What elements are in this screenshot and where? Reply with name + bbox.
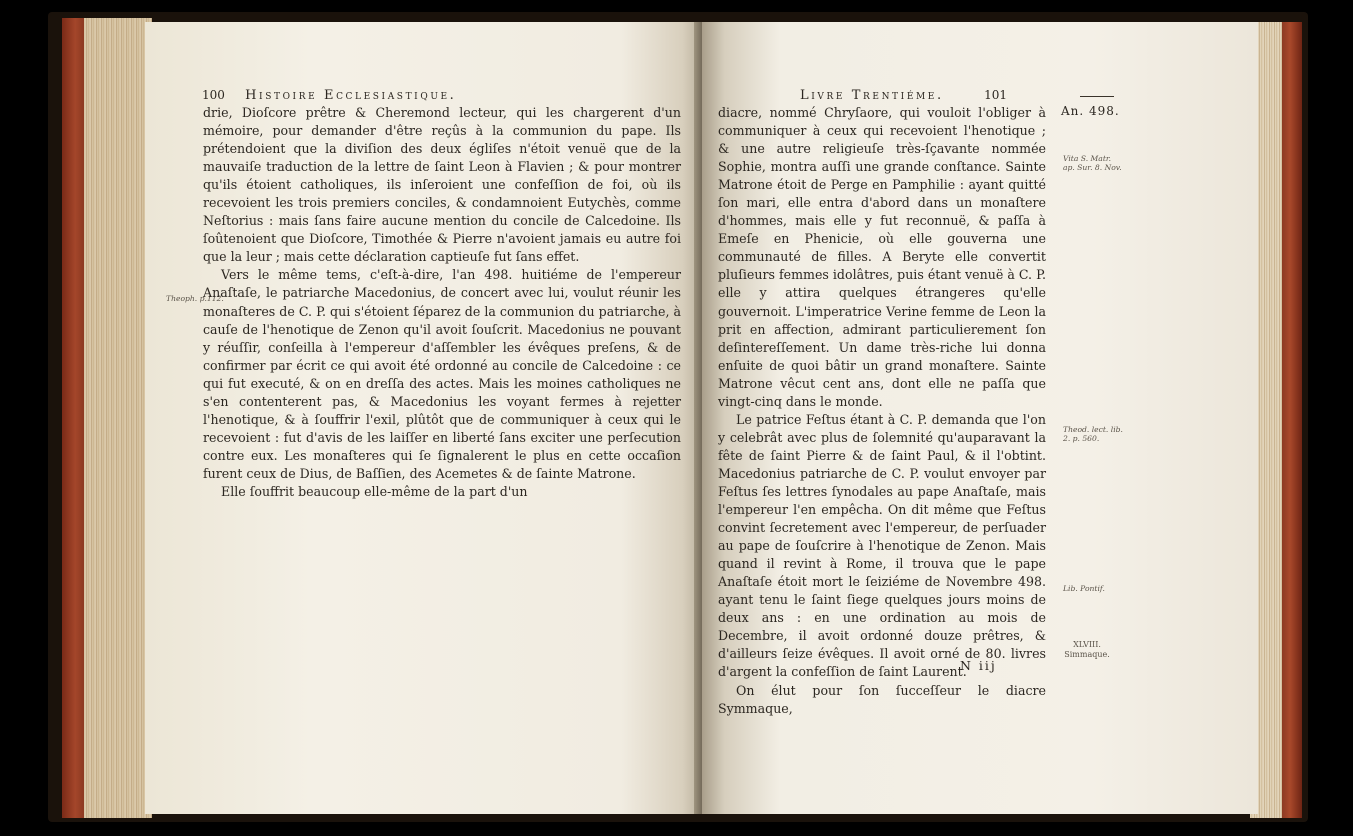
- right-page-number: 101: [984, 88, 1008, 102]
- left-running-title: Histoire Ecclesiastique.: [245, 88, 457, 103]
- left-page-edges: [62, 18, 152, 818]
- left-page-header: [202, 88, 456, 103]
- year-rule: [1080, 96, 1114, 97]
- right-margin-note-2: Theod. lect. lib. 2. p. 560.: [1063, 425, 1123, 443]
- right-paragraph-2: Le patrice Feſtus étant à C. P. demanda que l'on y celebrât avec plus de ſolemnité qu'auparavant la fête de ſaint Pierre & de ſaint Paul, & il l'obtint. Macedonius patriarche de C. P. voulut envoyer par Feſtus ſes lettres ſynodales au pape Anaſtaſe, mais l'empereur l'en empêcha. On dit même que Feſtus convint ſecretement avec l'empereur, de perſuader au pape de ſouſcrire à l'henotique de Zenon. Mais quand il revint à Rome, il trouva que le pape Anaſtaſe étoit mort le ſeiziéme de Novembre 498. ayant tenu le ſaint ſiege quelques jours moins de deux ans : en une ordination au mois de Decembre, il avoit ordonné douze prêtres, & d'ailleurs ſeize évêques. Il avoit orné de 80. livres d'argent la confeſſion de ſaint Laurent.: [718, 411, 1046, 680]
- left-paragraph-3: Elle ſouffrit beaucoup elle-même de la part d'un: [221, 483, 528, 499]
- left-paragraph-2: Vers le même tems, c'eſt-à-dire, l'an 498. huitiéme de l'empereur Anaſtaſe, le patriarche Macedonius, de concert avec lui, voulut réunir les monaſteres de C. P. qui s'étoient ſéparez de la communion du patriarche, à cauſe de l'henotique de Zenon qu'il avoit ſouſcrit. Macedonius ne pouvant y réuſſir, conſeilla à l'empereur d'aſſembler les évêques preſens, & de confirmer par écrit ce qui avoit été ordonné au concile de Calcedoine : ce qui fut executé, & on en dreſſa des actes. Mais les moines catholiques ne s'en contenterent pas, & Macedonius les voyant fermes à rejetter l'henotique, & à ſouffrir l'exil, plûtôt que de communiquer à ceux qui le recevoient : fut d'avis de les laiſſer en liberté ſans exciter une perſecution contre eux. Les monaſteres qui ſe ſignalerent le plus en cette occaſion furent ceux de Dius, de Baſſien, des Acemetes & de ſainte Matrone.: [203, 267, 681, 481]
- left-margin-note: Theoph. p.112.: [166, 294, 224, 303]
- right-margin-note-3: Lib. Pontif.: [1063, 584, 1105, 593]
- left-page-number: 100: [202, 88, 225, 102]
- right-page-body: [718, 104, 1046, 718]
- year-label: An. 498.: [1061, 104, 1120, 118]
- right-margin-note-1: Vita S. Matr. ap. Sur. 8. Nov.: [1063, 154, 1122, 172]
- right-running-title: Livre Trentiéme.: [800, 88, 944, 103]
- right-paragraph-3: On élut pour ſon ſucceſſeur le diacre Symmaque,: [718, 682, 1046, 716]
- right-page-header: [800, 88, 1007, 103]
- signature-mark: N iij: [960, 658, 997, 673]
- left-page-body: [203, 104, 681, 501]
- right-paragraph-1: diacre, nommé Chryſaore, qui vouloit l'obliger à communiquer à ceux qui recevoient l'henotique ; & une autre religieuſe très-ſçavante nommée Sophie, montra auſſi une grande conſtance. Sainte Matrone étoit de Perge en Pamphilie : ayant quitté ſon mari, elle entra d'abord dans un monaſtere d'hommes, mais elle y fut reconnuë, & paſſa à Emeſe en Phenicie, où elle gouverna une communauté de filles. A Beryte elle convertit pluſieurs femmes idolâtres, puis étant venuë à C. P. elle y attira quelques étrangeres qu'elle gouvernoit. L'imperatrice Verine femme de Leon la prit en affection, admirant particulierement ſon deſintereſſement. Un dame très-riche lui donna enſuite de quoi bâtir un grand monaſtere. Sainte Matrone vêcut cent ans, dont elle ne paſſa que vingt-cinq dans le monde.: [718, 105, 1046, 409]
- left-paragraph-1: drie, Dioſcore prêtre & Cheremond lecteur, qui les chargerent d'un mémoire, pour demander d'être reçûs à la communion du pape. Ils prétendoient que la diviſion des deux égliſes n'étoit venuë que de la mauvaiſe traduction de la lettre de ſaint Leon à Flavien ; & pour montrer qu'ils étoient catholiques, ils inſeroient une confeſſion de foi, où ils recevoient les trois premiers conciles, & condamnoient Eutychès, comme Neſtorius : mais ſans faire aucune mention du concile de Calcedoine. Ils ſoûtenoient que Dioſcore, Timothée & Pierre n'avoient jamais eu autre foi que la leur ; mais cette déclaration captieuſe fut ſans effet.: [203, 105, 681, 265]
- right-margin-note-4: XLVIII. Simmaque.: [1064, 640, 1110, 659]
